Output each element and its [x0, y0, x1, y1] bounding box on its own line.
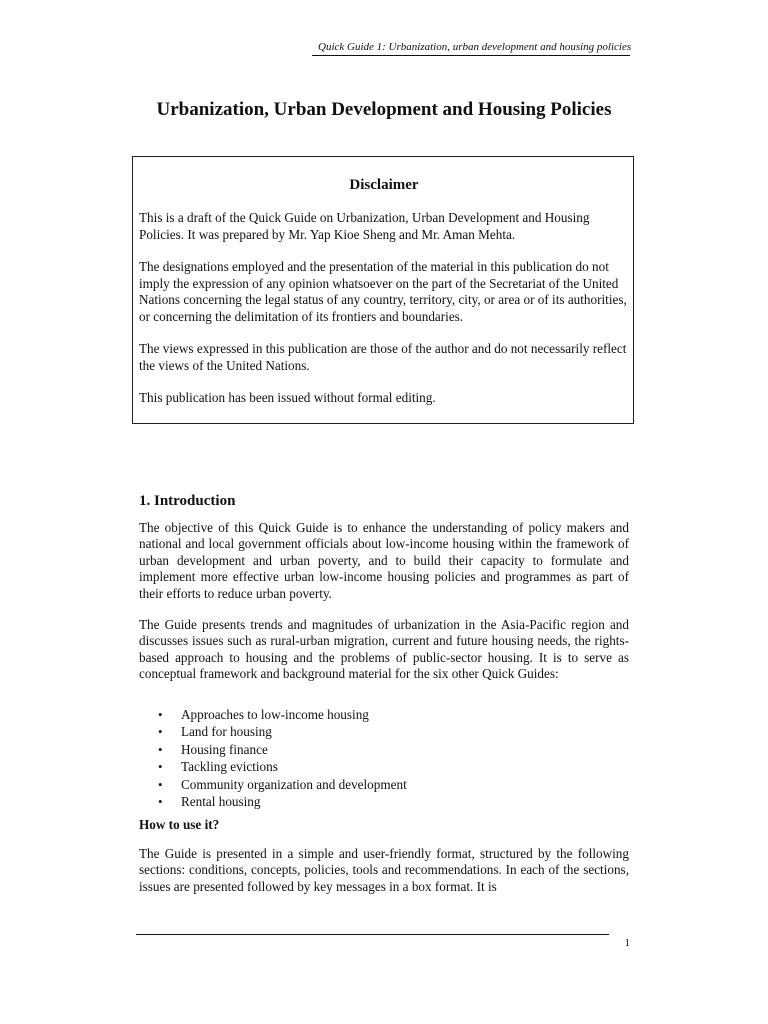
section-heading: 1. Introduction [139, 493, 236, 509]
body-paragraph: The Guide is presented in a simple and user-friendly format, structured by the following sections: conditions, concepts, policies, tools and recommendations. In each of the sections, issues are presented followed by key messages in a box format. It is [139, 846, 629, 894]
bullet-icon: • [158, 793, 163, 809]
list-item [139, 723, 629, 740]
list-item-label: Approaches to low-income housing [181, 707, 369, 722]
bullet-icon: • [158, 741, 163, 757]
page-number: 1 [624, 937, 630, 949]
list-item [139, 793, 629, 810]
body-paragraph: The Guide presents trends and magnitudes of urbanization in the Asia-Pacific region and discusses issues such as rural-urban migration, current and future housing needs, the rights-based approach to housing and the problems of public-sector housing. It is to serve as conceptual framework and background material for the six other Quick Guides: [139, 617, 629, 682]
header-rule [312, 55, 630, 56]
list-item-label: Rental housing [181, 793, 261, 809]
disclaimer-heading: Disclaimer [349, 177, 419, 193]
list-item [139, 741, 629, 758]
bullet-icon: • [158, 724, 163, 740]
list-item-label: Land for housing [181, 724, 272, 740]
running-header: Quick Guide 1: Urbanization, urban development and housing policies [318, 41, 632, 53]
document-title: Urbanization, Urban Development and Housing Policies [156, 99, 612, 120]
disclaimer-paragraph: The views expressed in this publication are those of the author and do not necessarily reflect the views of the United Nations. [139, 341, 627, 373]
quick-guides-list [139, 706, 629, 810]
disclaimer-paragraph: This is a draft of the Quick Guide on Urbanization, Urban Development and Housing Policies. It was prepared by Mr. Yap Kioe Sheng and Mr. Aman Mehta. [139, 210, 590, 242]
list-item [139, 706, 629, 723]
disclaimer-paragraph: This publication has been issued without formal editing. [139, 390, 436, 405]
list-item-label: Housing finance [181, 741, 268, 757]
disclaimer-paragraph: The designations employed and the presentation of the material in this publication do not imply the expression of any opinion whatsoever on the part of the Secretariat of the United Nations concerning the legal status of any country, territory, city, or area or of its authorities, or concerning the delimitation of its frontiers and boundaries. [139, 259, 627, 324]
list-item [139, 776, 629, 793]
bullet-icon: • [158, 759, 163, 775]
bullet-icon: • [158, 776, 163, 792]
subheading: How to use it? [139, 817, 220, 832]
bullet-icon: • [158, 707, 163, 722]
list-item-label: Community organization and development [181, 776, 407, 792]
list-item [139, 758, 629, 775]
body-paragraph: The objective of this Quick Guide is to enhance the understanding of policy makers and national and local government officials about low-income housing within the framework of urban development and urban poverty, and to build their capacity to formulate and implement more effective urban low-income housing policies and programmes as part of their efforts to reduce urban poverty. [139, 520, 629, 601]
list-item-label: Tackling evictions [181, 759, 278, 775]
footer-rule [136, 934, 609, 935]
